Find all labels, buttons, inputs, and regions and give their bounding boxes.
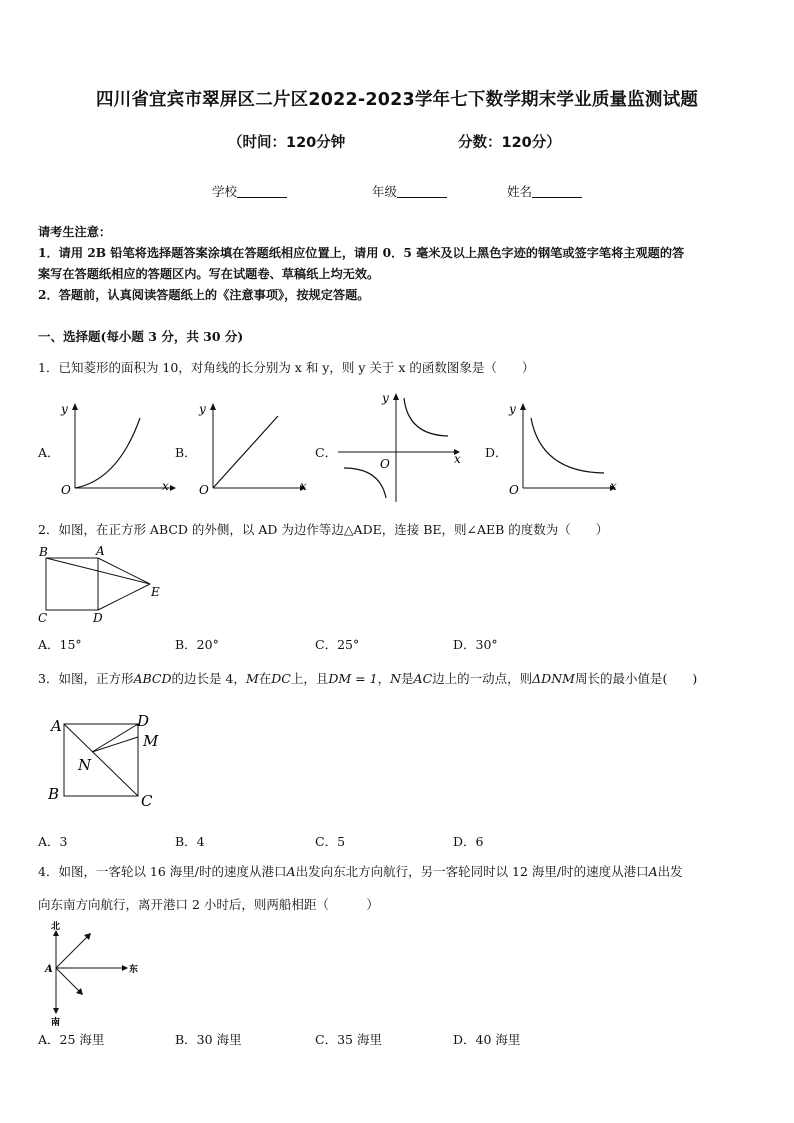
q4-option-c[interactable]: C．35 海里: [315, 1032, 382, 1047]
q2-option-c[interactable]: C．25°: [315, 637, 360, 652]
q4-option-d[interactable]: D．40 海里: [453, 1032, 521, 1047]
name-field[interactable]: [507, 182, 582, 200]
notice-line-3: 2．答题前，认真阅读答题纸上的《注意事项》，按规定答题。: [38, 288, 370, 302]
south-arrow: [53, 1008, 59, 1014]
q3-text: [38, 669, 697, 687]
x-label: x: [454, 452, 461, 466]
x-label: x: [162, 479, 169, 493]
q4-port-a-1: A: [286, 864, 296, 879]
q2-option-d[interactable]: D．30°: [453, 637, 498, 652]
label-n: N: [78, 756, 92, 774]
q3-text-3: 在: [258, 671, 272, 686]
label-d: D: [93, 611, 103, 625]
label-a: A: [45, 964, 53, 975]
y-arrow: [72, 403, 78, 410]
q3-text-7: 边上的一动点，则: [432, 671, 533, 686]
y-arrow: [393, 393, 399, 400]
q4-port-a-2: A: [648, 864, 658, 879]
y-label: y: [61, 402, 68, 416]
q3-figure: [42, 710, 172, 814]
x-label: x: [300, 479, 307, 493]
q4-text-line-2: 向东南方向航行，离开港口 2 小时后，则两船相距（ ）: [38, 897, 379, 912]
q3-text-6: 是: [401, 671, 414, 686]
label-north: 北: [51, 922, 61, 932]
notice-block: [38, 222, 758, 306]
label-e: E: [151, 585, 160, 599]
label-m: M: [143, 732, 159, 750]
southeast-ray: [56, 968, 80, 992]
page-title: 四川省宜宾市翠屏区二片区2022-2023学年七下数学期末学业质量监测试题: [95, 90, 699, 110]
q4-text-1b: 出发向东北方向航行，另一客轮同时以 12 海里/时的速度从港口: [295, 864, 649, 879]
grade-blank[interactable]: [397, 185, 447, 198]
notice-line-2: 案写在答题纸相应的答题区内。写在试题卷、草稿纸上均无效。: [38, 267, 380, 281]
line: [213, 416, 278, 488]
y-arrow: [520, 403, 526, 410]
q2-figure: [32, 543, 172, 631]
q3-n: N: [390, 671, 402, 686]
q3-text-5: ，: [377, 671, 391, 686]
q3-dnm: ΔDNM: [532, 671, 575, 686]
q3-text-4: 上，且: [290, 671, 329, 686]
northeast-ray: [56, 936, 88, 968]
q4-text-line-1: [38, 862, 683, 880]
label-a: A: [96, 544, 105, 558]
q3-dc: DC: [271, 671, 291, 686]
curve: [531, 418, 604, 473]
q1-text: 1．已知菱形的面积为 10，对角线的长分别为 x 和 y，则 y 关于 x 的函数图象是（ ）: [38, 360, 535, 375]
diagonal-ac: [64, 724, 138, 796]
x-label: x: [610, 479, 617, 493]
q2-option-b[interactable]: B．20°: [175, 637, 219, 652]
q3-abcd: ABCD: [133, 671, 172, 686]
segment-nm: [92, 737, 138, 752]
origin-label: O: [380, 457, 390, 471]
y-arrow: [210, 403, 216, 410]
q4-text-1c: 出发: [657, 864, 683, 879]
curve-q1: [404, 398, 448, 436]
exam-time: （时间：120分钟: [228, 135, 346, 151]
name-blank[interactable]: [532, 185, 582, 198]
label-b: B: [48, 785, 60, 803]
x-arrow: [170, 485, 176, 491]
y-label: y: [199, 402, 206, 416]
q3-text-8: 周长的最小值是( ): [574, 671, 698, 686]
label-east: 东: [129, 965, 139, 975]
q1-option-d[interactable]: D．: [485, 445, 508, 460]
q3-option-b[interactable]: B．4: [175, 834, 205, 849]
q4-text-1a: 4．如图，一客轮以 16 海里/时的速度从港口: [38, 864, 287, 879]
curve: [75, 418, 140, 488]
q4-option-a[interactable]: A．25 海里: [38, 1032, 105, 1047]
origin-label: O: [199, 483, 209, 497]
q4-option-b[interactable]: B．30 海里: [175, 1032, 242, 1047]
curve-q3: [344, 468, 386, 498]
section-title: 一、选择题(每小题 3 分，共 30 分): [38, 329, 244, 344]
segment-nd: [92, 724, 138, 752]
q1-option-b[interactable]: B．: [175, 445, 197, 460]
notice-line-1: 1．请用 2B 铅笔将选择题答案涂填在答题纸相应位置上，请用 0．5 毫米及以上黑色字迹的钢笔或签字笔将主观题的答: [38, 246, 685, 260]
q1-option-a[interactable]: A．: [38, 445, 60, 460]
q3-ac: AC: [413, 671, 433, 686]
school-label: 学校: [212, 184, 238, 199]
label-b: B: [39, 545, 48, 559]
origin-label: O: [509, 483, 519, 497]
q3-option-a[interactable]: A．3: [38, 834, 68, 849]
q1-option-c[interactable]: C．: [315, 445, 338, 460]
grade-label: 年级: [372, 184, 398, 199]
school-field[interactable]: [212, 182, 287, 200]
grade-field[interactable]: [372, 182, 447, 200]
label-c: C: [141, 792, 153, 810]
q2-text: 2．如图，在正方形 ABCD 的外侧，以 AD 为边作等边△ADE，连接 BE，则∠AEB 的度数为（ ）: [38, 522, 609, 537]
q3-m: M: [245, 671, 259, 686]
square-abcd: [46, 558, 98, 610]
q1-graph-c: [336, 390, 466, 505]
name-label: 姓名: [507, 184, 533, 199]
label-south: 南: [51, 1018, 61, 1028]
q3-text-2: 的边长是 4，: [171, 671, 246, 686]
east-arrow: [122, 965, 128, 971]
q3-option-c[interactable]: C．5: [315, 834, 346, 849]
y-label: y: [382, 391, 389, 405]
label-d: D: [137, 712, 150, 730]
q4-figure: [40, 918, 150, 1028]
q1-graph-a: [58, 398, 178, 498]
segment-ae: [98, 558, 150, 584]
origin-label: O: [61, 483, 71, 497]
q3-text-1: 3．如图，正方形: [38, 671, 134, 686]
q1-graph-d: [506, 398, 626, 498]
q1-graph-b: [196, 398, 316, 498]
segment-de: [98, 584, 150, 610]
q3-dm: DM = 1: [328, 671, 378, 686]
exam-score: 分数：120分）: [458, 135, 561, 151]
label-a: A: [51, 717, 62, 735]
q3-option-d[interactable]: D．6: [453, 834, 484, 849]
y-label: y: [509, 402, 516, 416]
notice-title: 请考生注意：: [38, 225, 112, 239]
q2-option-a[interactable]: A．15°: [38, 637, 82, 652]
school-blank[interactable]: [237, 185, 287, 198]
label-c: C: [38, 611, 48, 625]
